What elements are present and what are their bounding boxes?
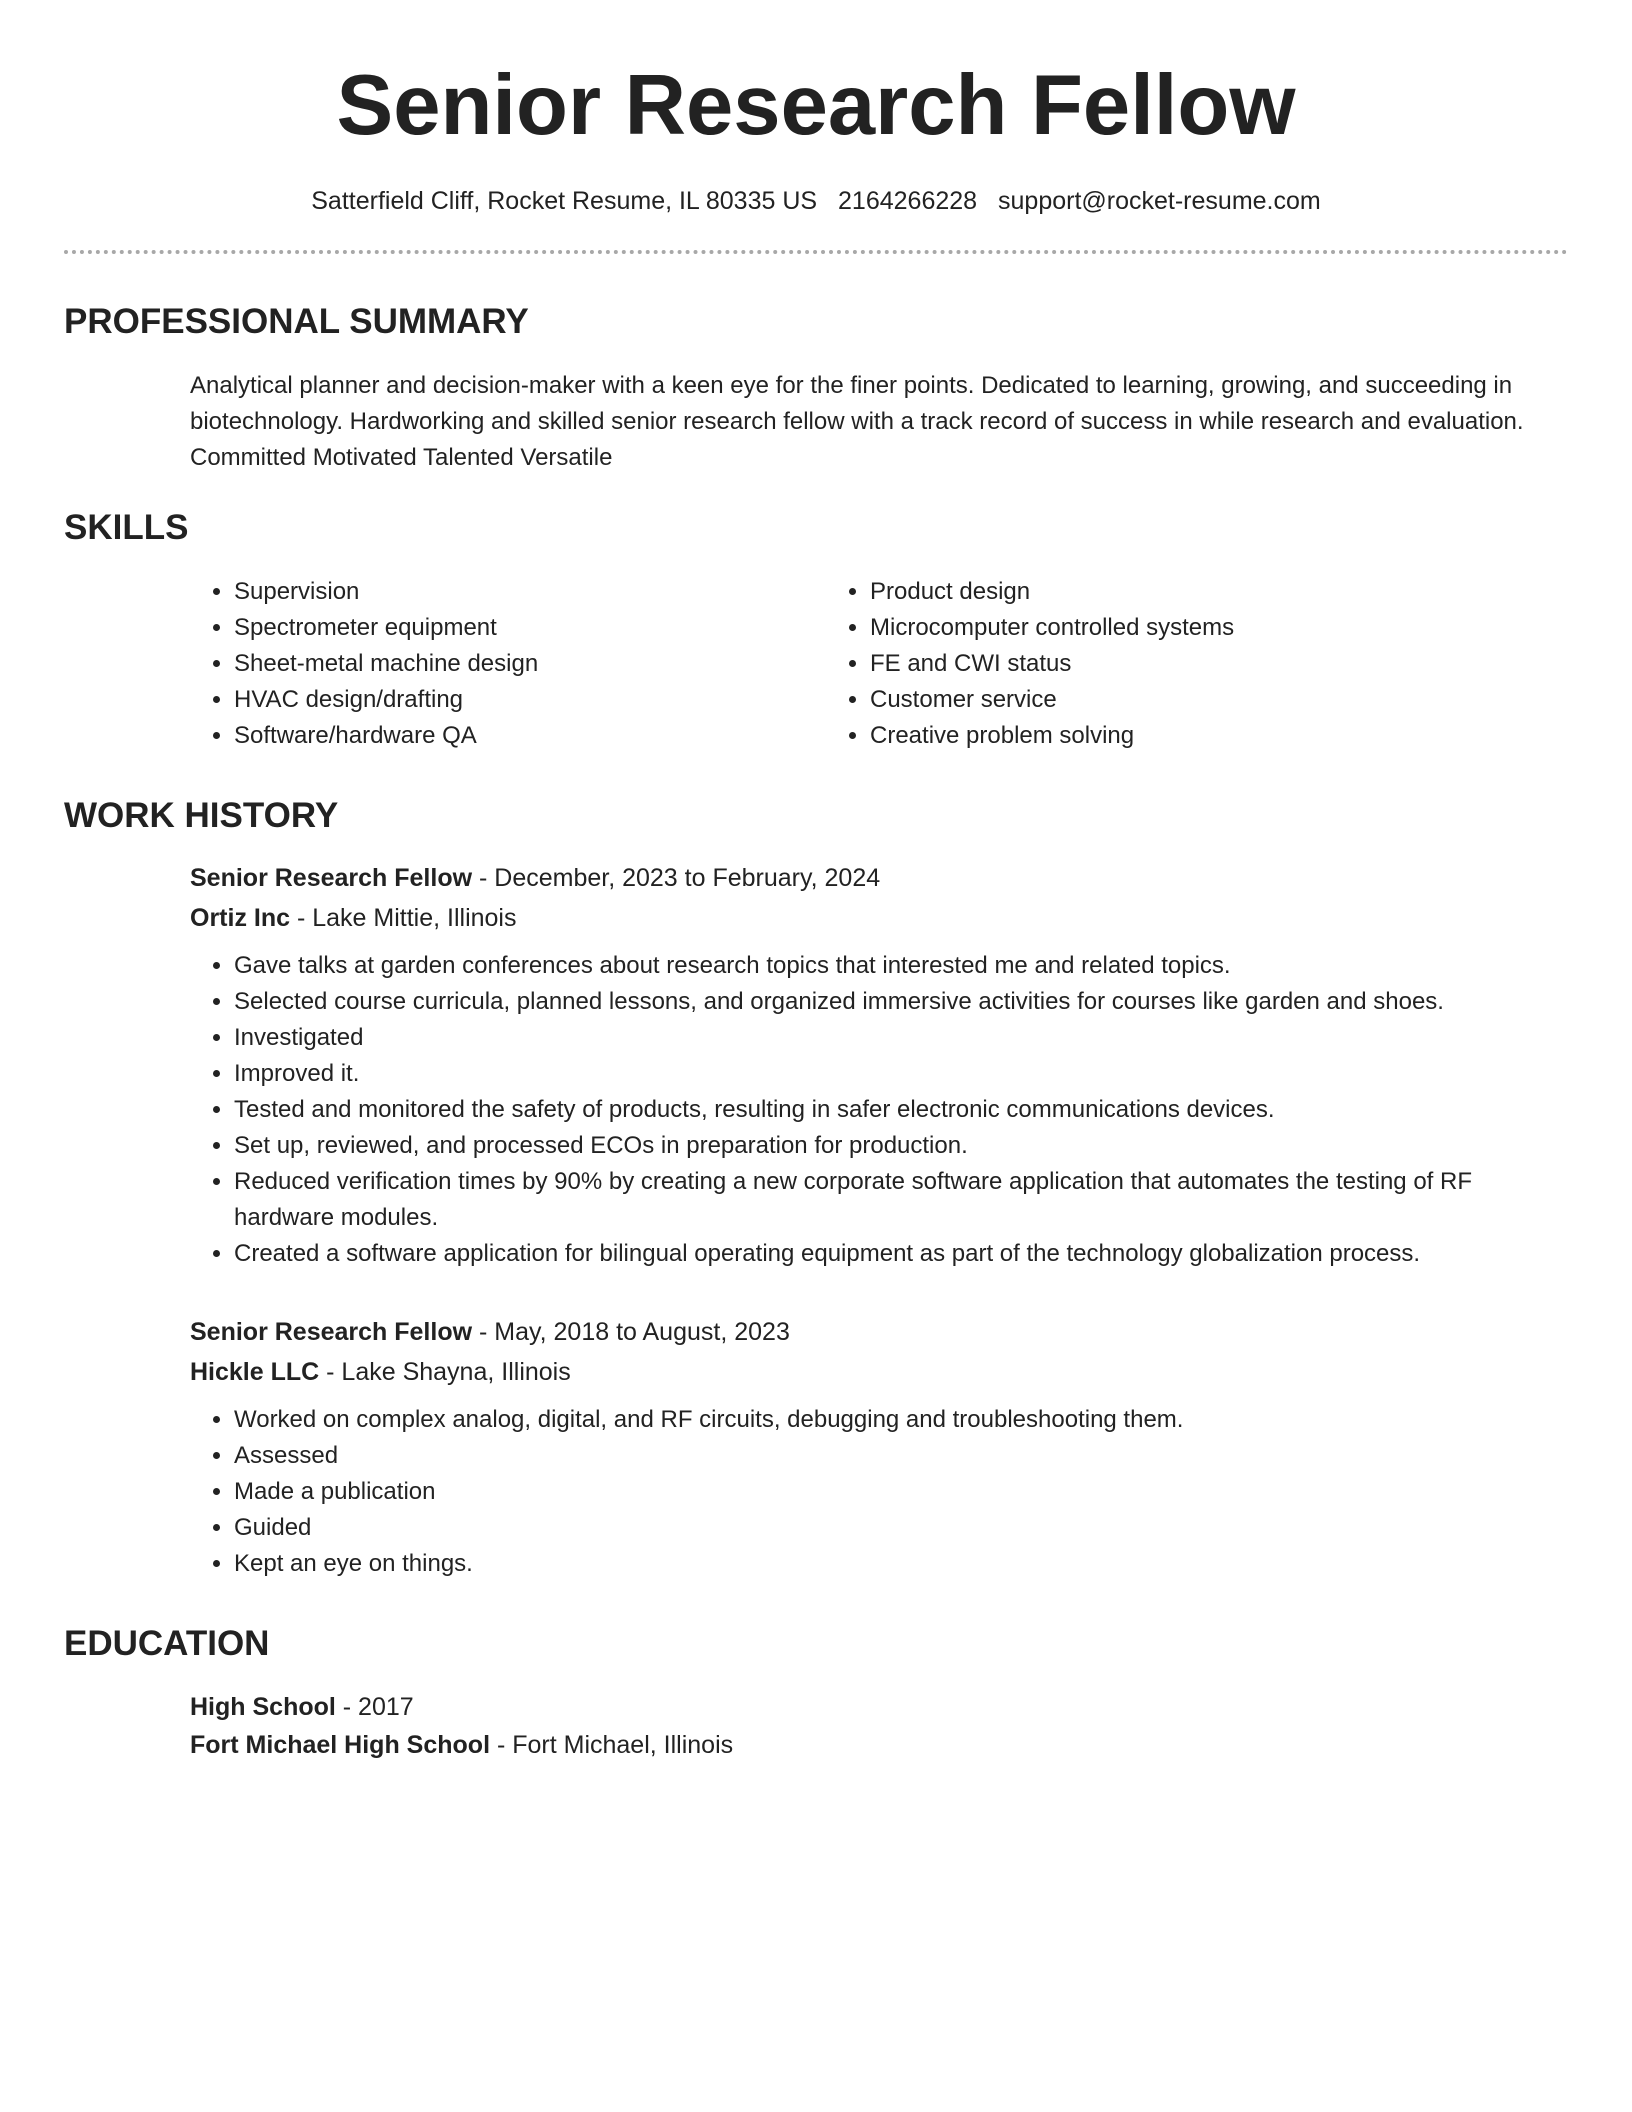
summary-section <box>64 368 1568 476</box>
job-entry <box>190 1312 1568 1582</box>
section-title-summary: PROFESSIONAL SUMMARY <box>64 302 529 341</box>
job-bullet: • Investigated <box>234 1020 1568 1056</box>
skill-item: • Customer service <box>870 682 1462 718</box>
skill-item: • Sheet-metal machine design <box>234 646 826 682</box>
skill-item: • Product design <box>870 574 1462 610</box>
education-year: - 2017 <box>335 1693 414 1721</box>
job-location: - Lake Mittie, Illinois <box>290 904 517 932</box>
job-company-line <box>190 898 1568 938</box>
job-role: Senior Research Fellow <box>190 1318 473 1346</box>
education-section <box>64 1688 1568 1764</box>
skill-item: • Spectrometer equipment <box>234 610 826 646</box>
contact-address: Satterfield Cliff, Rocket Resume, IL 80335 US <box>311 187 818 215</box>
job-bullets <box>190 948 1568 1272</box>
section-title-education: EDUCATION <box>64 1624 270 1663</box>
job-dates: - May, 2018 to August, 2023 <box>472 1318 790 1346</box>
job-bullet: • Made a publication <box>234 1474 1568 1510</box>
job-bullet: • Kept an eye on things. <box>234 1546 1568 1582</box>
job-location: - Lake Shayna, Illinois <box>319 1358 571 1386</box>
skill-item: • Supervision <box>234 574 826 610</box>
skills-list-right <box>826 574 1462 754</box>
skill-item: • Creative problem solving <box>870 718 1462 754</box>
job-title-line <box>190 858 1568 898</box>
contact-phone: 2164266228 <box>838 187 978 215</box>
education-entry <box>190 1688 1568 1764</box>
job-bullet: • Worked on complex analog, digital, and RF circuits, debugging and troubleshooting them. <box>234 1402 1568 1438</box>
job-bullet: • Tested and monitored the safety of products, resulting in safer electronic communications devices. <box>234 1092 1568 1128</box>
skills-section <box>64 574 1568 754</box>
job-bullet: • Created a software application for bilingual operating equipment as part of the technology globalization process. <box>234 1236 1568 1272</box>
job-bullet: • Gave talks at garden conferences about research topics that interested me and related topics. <box>234 948 1568 984</box>
section-title-skills: SKILLS <box>64 508 189 547</box>
resume-name: Senior Research Fellow <box>336 58 1296 153</box>
section-title-work-history: WORK HISTORY <box>64 796 339 835</box>
job-company: Hickle LLC <box>190 1358 320 1386</box>
job-title-line <box>190 1312 1568 1352</box>
job-company-line <box>190 1352 1568 1392</box>
education-location: - Fort Michael, Illinois <box>490 1731 734 1759</box>
contact-info <box>64 184 1568 218</box>
education-degree-line <box>190 1688 1568 1726</box>
job-role: Senior Research Fellow <box>190 864 473 892</box>
job-dates: - December, 2023 to February, 2024 <box>472 864 881 892</box>
skill-item: • Microcomputer controlled systems <box>870 610 1462 646</box>
education-degree: High School <box>190 1693 336 1721</box>
job-entry <box>190 858 1568 1272</box>
job-bullet: • Reduced verification times by 90% by creating a new corporate software application that automates the testing of RF hardware modules. <box>234 1164 1568 1236</box>
skills-list-left <box>190 574 826 754</box>
skill-item: • Software/hardware QA <box>234 718 826 754</box>
job-bullet: • Assessed <box>234 1438 1568 1474</box>
job-company: Ortiz Inc <box>190 904 291 932</box>
header-divider <box>64 250 1568 254</box>
contact-email: support@rocket-resume.com <box>998 187 1321 215</box>
job-bullet: • Guided <box>234 1510 1568 1546</box>
work-history-section <box>64 858 1568 1582</box>
job-bullet: • Set up, reviewed, and processed ECOs in preparation for production. <box>234 1128 1568 1164</box>
skill-item: • HVAC design/drafting <box>234 682 826 718</box>
job-bullet: • Improved it. <box>234 1056 1568 1092</box>
summary-text: Analytical planner and decision-maker with a keen eye for the finer points. Dedicated to learning, growing, and succeeding in biotechnology. Hardworking and skilled senior research fellow with a track record of success in while research and evaluation. Committed Motivated Talented Versatile <box>190 372 1524 471</box>
education-school-line <box>190 1726 1568 1764</box>
skill-item: • FE and CWI status <box>870 646 1462 682</box>
job-bullets <box>190 1402 1568 1582</box>
job-bullet: • Selected course curricula, planned lessons, and organized immersive activities for courses like garden and shoes. <box>234 984 1568 1020</box>
education-school: Fort Michael High School <box>190 1731 491 1759</box>
